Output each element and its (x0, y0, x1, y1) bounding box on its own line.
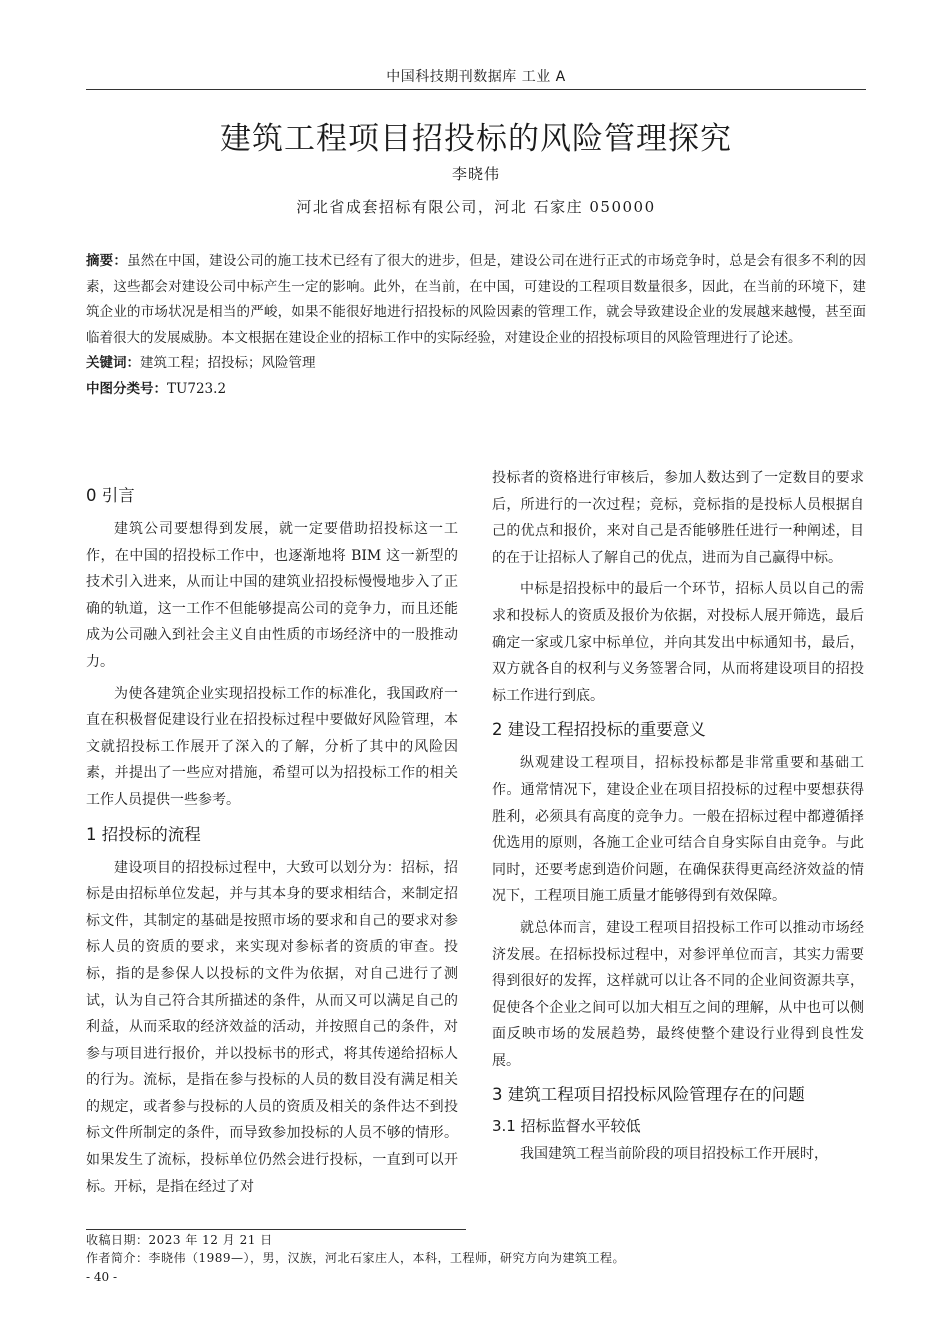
body-paragraph: 建筑公司要想得到发展，就一定要借助招投标这一工作，在中国的招投标工作中，也逐渐地将 BIM 这一新型的技术引入进来，从而让中国的建筑业招投标慢慢地步入了正确的轨道，这一工作不但能够提高公司的竞争力，而且还能成为公司融入到社会主义自由性质的市场经济中的一股推动力。 (86, 521, 458, 670)
header-divider (86, 89, 866, 90)
author-name: 李晓伟 (451, 165, 500, 183)
section-1-heading: 1 招投标的流程 (86, 824, 201, 844)
body-paragraph: 建设项目的招投标过程中，大致可以划分为：招标，招标是由招标单位发起，并与其本身的要求相结合，来制定招标文件，其制定的基础是按照市场的要求和自己的要求对参标人员的资质的要求，来实现对参标者的资质的审查。投标，指的是参保人以投标的文件为依据，对自己进行了测试，认为自己符合其所描述的条件，从而又可以满足自己的利益，从而采取的经济效益的活动，并按照自己的条件，对参与项目进行报价，并以投标书的形式，将其传递给招标人的行为。流标，是指在参与投标的人员的数目没有满足相关的规定，或者参与投标的人员的资质及相关的条件达不到投标文件所制定的条件，而导致参加投标的人员不够的情形。如果发生了流标，投标单位仍然会进行投标，一直到可以开标。开标，是指在经过了对 (86, 859, 458, 1195)
abstract-text: 虽然在中国，建设公司的施工技术已经有了很大的进步，但是，建设公司在进行正式的市场竞争时，总是会有很多不利的因素，这些都会对建设公司中标产生一定的影响。此外，在当前，在中国，可建设的工程项目数量很多，因此，在当前的环境下，建筑企业的市场状况是相当的严峻，如果不能很好地进行招投标的风险因素的管理工作，就会导致建设企业的发展越来越慢，甚至面临着很大的发展威胁。本文根据在建设企业的招标工作中的实际经验，对建设企业的招投标项目的风险管理进行了论述。 (86, 253, 866, 346)
section-0-heading: 0 引言 (86, 486, 135, 505)
body-paragraph: 我国建筑工程当前阶段的项目招投标工作开展时， (520, 1146, 828, 1163)
body-paragraph: 为使各建筑企业实现招投标工作的标准化，我国政府一直在积极督促建设行业在招投标过程中要做好风险管理，本文就招投标工作展开了深入的了解，分析了其中的风险因素，并提出了一些应对措施，希望可以为招投标工作的相关工作人员提供一些参考。 (86, 685, 458, 808)
author-bio: 作者简介：李晓伟（1989—），男，汉族，河北石家庄人，本科，工程师，研究方向为建筑工程。 (86, 1251, 626, 1265)
paper-title: 建筑工程项目招投标的风险管理探究 (220, 121, 732, 157)
body-paragraph: 就总体而言，建设工程项目招投标工作可以推动市场经济发展。在招标投标过程中，对参评单位而言，其实力需要得到很好的发挥，这样就可以让各不同的企业间资源共享，促使各个企业之间可以加大相互之间的理解，从中也可以侧面反映市场的发展趋势，最终使整个建设行业得到良性发展。 (492, 919, 864, 1069)
abstract-label: 摘要： (86, 253, 128, 269)
section-2-heading: 2 建设工程招投标的重要意义 (492, 720, 706, 740)
classification-label: 中图分类号： (86, 380, 167, 397)
page-number: - 40 - (86, 1270, 118, 1284)
abstract-paragraph (86, 249, 866, 351)
classification-line (86, 377, 866, 403)
footnote-divider (86, 1229, 466, 1230)
keywords-text: 建筑工程；招投标；风险管理 (140, 355, 316, 372)
keywords-label: 关键词： (86, 355, 140, 372)
section-3-1-heading: 3.1 招标监督水平较低 (492, 1117, 641, 1136)
body-paragraph: 投标者的资格进行审核后，参加人数达到了一定数目的要求后，所进行的一次过程；竞标，竞标指的是投标人员根据自己的优点和报价，来对自己是否能够胜任进行一种阐述，目的在于让招标人了解自己的优点，进而为自己赢得中标。 (492, 470, 864, 566)
right-column (492, 465, 864, 1168)
classification-text: TU723.2 (167, 380, 227, 397)
received-date: 收稿日期：2023 年 12 月 21 日 (86, 1233, 273, 1247)
abstract-block (86, 249, 866, 403)
author-affiliation: 河北省成套招标有限公司，河北 石家庄 050000 (296, 198, 656, 216)
keywords-line (86, 351, 866, 377)
section-3-heading: 3 建筑工程项目招投标风险管理存在的问题 (492, 1085, 805, 1105)
body-paragraph: 中标是招投标中的最后一个环节，招标人员以自己的需求和投标人的资质及报价为依据，对投标人展开筛选，最后确定一家或几家中标单位，并向其发出中标通知书，最后，双方就各自的权利与义务签署合同，从而将建设项目的招投标工作进行到底。 (492, 581, 864, 704)
body-paragraph: 纵观建设工程项目，招标投标都是非常重要和基础工作。通常情况下，建设企业在项目招投标的过程中要想获得胜利，必须具有高度的竞争力。一般在招标过程中都遵循择优选用的原则，各施工企业可结合自身实际自由竞争。与此同时，还要考虑到造价问题，在确保获得更高经济效益的情况下，工程项目施工质量才能够得到有效保障。 (492, 755, 864, 905)
journal-header: 中国科技期刊数据库 工业 A (386, 69, 566, 85)
left-column (86, 475, 458, 1200)
